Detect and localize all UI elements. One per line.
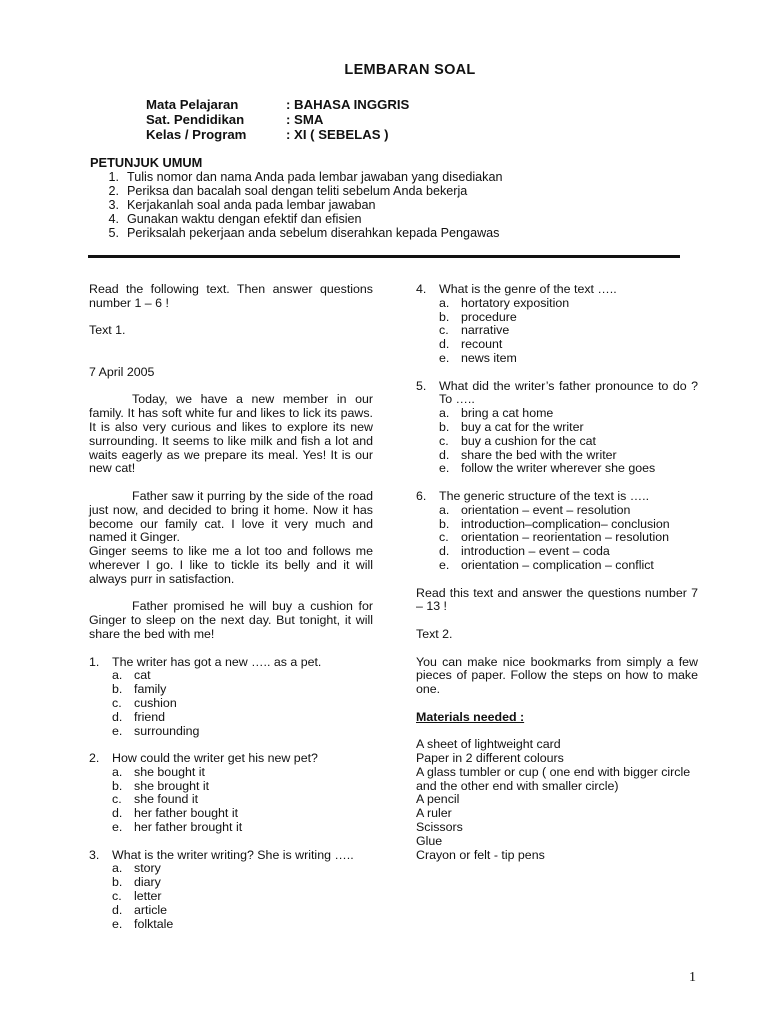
question-list bbox=[89, 656, 373, 946]
meta-value: : XI ( SEBELAS ) bbox=[286, 127, 389, 142]
option-text: buy a cat for the writer bbox=[461, 419, 584, 434]
meta-label: Kelas / Program bbox=[146, 127, 247, 142]
option-letter: b. bbox=[439, 516, 450, 531]
answer-option bbox=[416, 297, 698, 311]
meta-row-subject bbox=[146, 97, 409, 112]
answer-option bbox=[416, 311, 698, 325]
materials-heading: Materials needed : bbox=[416, 709, 525, 724]
page-number: 1 bbox=[689, 970, 696, 985]
option-text: share the bed with the writer bbox=[461, 447, 617, 462]
answer-options bbox=[416, 504, 698, 573]
material-item: Crayon or felt - tip pens bbox=[416, 847, 545, 862]
question-number: 2. bbox=[89, 751, 100, 766]
instructions-list bbox=[90, 170, 690, 240]
meta-row-class bbox=[146, 127, 409, 142]
option-letter: a. bbox=[112, 861, 123, 876]
option-letter: c. bbox=[112, 792, 122, 807]
option-letter: a. bbox=[112, 764, 123, 779]
instruction-text: Gunakan waktu dengan efektif dan efisien bbox=[127, 212, 362, 226]
answer-option bbox=[416, 504, 698, 518]
question-stem bbox=[416, 380, 698, 408]
option-letter: c. bbox=[439, 433, 449, 448]
instruction-item bbox=[90, 184, 690, 198]
material-item: A sheet of lightweight card bbox=[416, 737, 561, 752]
option-text: surrounding bbox=[134, 723, 200, 738]
question bbox=[89, 656, 373, 739]
material-item: Glue bbox=[416, 833, 443, 848]
option-letter: c. bbox=[439, 530, 449, 545]
question-stem bbox=[89, 849, 373, 863]
answer-option bbox=[89, 780, 373, 794]
option-letter: a. bbox=[112, 668, 123, 683]
answer-option bbox=[89, 862, 373, 876]
option-letter: b. bbox=[112, 682, 123, 697]
meta-row-school bbox=[146, 112, 409, 127]
question-text: What is the genre of the text ….. bbox=[439, 282, 617, 296]
option-text: her father brought it bbox=[134, 820, 243, 835]
question-stem bbox=[89, 656, 373, 670]
answer-options bbox=[89, 669, 373, 738]
answer-option bbox=[89, 669, 373, 683]
option-text: cat bbox=[134, 668, 151, 683]
answer-option bbox=[89, 711, 373, 725]
question-number: 6. bbox=[416, 488, 427, 503]
option-text: friend bbox=[134, 709, 165, 724]
question-text: The writer has got a new ….. as a pet. bbox=[112, 654, 322, 669]
diary-date: 7 April 2005 bbox=[89, 364, 155, 379]
option-text: orientation – event – resolution bbox=[461, 502, 631, 517]
paragraph: Today, we have a new member in our family. It has soft white fur and likes to lick its paws. It is also very curious and likes to explore its new surrounding. It seems to like milk and fish a lot and waits eagerly as we prepare its meal. Yes! It is our new cat! bbox=[89, 392, 373, 476]
option-letter: b. bbox=[112, 875, 123, 890]
option-text: hortatory exposition bbox=[461, 295, 570, 310]
question-list bbox=[416, 283, 698, 587]
instruction-text: Periksalah pekerjaan anda sebelum diserahkan kepada Pengawas bbox=[127, 226, 500, 240]
general-instructions bbox=[90, 156, 690, 240]
option-text: orientation – complication – conflict bbox=[461, 557, 654, 572]
option-letter: e. bbox=[439, 557, 450, 572]
instruction-item bbox=[90, 198, 690, 212]
paragraph: Ginger seems to like me a lot too and follows me wherever I go. I like to tickle its belly and it will always purr in satisfaction. bbox=[89, 544, 373, 586]
option-text: letter bbox=[134, 889, 162, 904]
option-text: story bbox=[134, 861, 161, 876]
option-letter: e. bbox=[112, 916, 123, 931]
option-text: family bbox=[134, 682, 167, 697]
question-stem bbox=[416, 283, 698, 297]
instruction-number: 3. bbox=[108, 198, 119, 212]
instruction-text: Kerjakanlah soal anda pada lembar jawaban bbox=[127, 198, 376, 212]
question-text: What is the writer writing? She is writing ….. bbox=[112, 847, 354, 862]
answer-option bbox=[416, 449, 698, 463]
option-text: she bought it bbox=[134, 764, 205, 779]
option-text: she found it bbox=[134, 792, 199, 807]
option-letter: e. bbox=[112, 723, 123, 738]
answer-option bbox=[89, 890, 373, 904]
instruction-item bbox=[90, 170, 690, 184]
paragraph: Father promised he will buy a cushion for Ginger to sleep on the next day. But tonight, it will share the bed with me! bbox=[89, 599, 373, 641]
answer-option bbox=[89, 918, 373, 932]
question-number: 1. bbox=[89, 654, 100, 669]
reading-instruction: Read this text and answer the questions number 7 – 13 ! bbox=[416, 585, 698, 614]
option-letter: b. bbox=[439, 309, 450, 324]
subject-info bbox=[146, 97, 409, 142]
instruction-item bbox=[90, 212, 690, 226]
answer-option bbox=[416, 531, 698, 545]
option-text: orientation – reorientation – resolution bbox=[461, 530, 670, 545]
option-text: bring a cat home bbox=[461, 406, 554, 421]
option-text: procedure bbox=[461, 309, 517, 324]
text-label: Text 2. bbox=[416, 626, 453, 641]
answer-option bbox=[89, 697, 373, 711]
answer-option bbox=[89, 725, 373, 739]
answer-option bbox=[89, 876, 373, 890]
divider bbox=[88, 255, 680, 258]
option-text: she brought it bbox=[134, 778, 210, 793]
question bbox=[416, 283, 698, 366]
option-text: her father bought it bbox=[134, 806, 239, 821]
question-stem bbox=[89, 752, 373, 766]
option-text: news item bbox=[461, 350, 517, 365]
option-letter: c. bbox=[112, 695, 122, 710]
instruction-number: 5. bbox=[108, 226, 119, 240]
question-number: 4. bbox=[416, 282, 427, 296]
material-item: A ruler bbox=[416, 806, 452, 821]
meta-label: Mata Pelajaran bbox=[146, 97, 239, 112]
question-text: The generic structure of the text is ….. bbox=[439, 488, 650, 503]
option-letter: e. bbox=[439, 461, 450, 476]
answer-option bbox=[416, 324, 698, 338]
instruction-number: 2. bbox=[108, 184, 119, 198]
answer-options bbox=[89, 862, 373, 931]
option-text: diary bbox=[134, 875, 161, 890]
question bbox=[416, 380, 698, 477]
material-item: Paper in 2 different colours bbox=[416, 751, 564, 766]
option-text: folktale bbox=[134, 916, 174, 931]
option-text: cushion bbox=[134, 695, 177, 710]
paragraph: Father saw it purring by the side of the road just now, and decided to bring it home. Now it has become our family cat. I love it very much and named it Ginger. bbox=[89, 488, 373, 545]
instructions-heading: PETUNJUK UMUM bbox=[90, 155, 203, 170]
right-column bbox=[416, 283, 698, 862]
option-text: introduction – event – coda bbox=[461, 544, 610, 559]
option-letter: e. bbox=[112, 820, 123, 835]
reading-instruction: Read the following text. Then answer questions number 1 – 6 ! bbox=[89, 282, 373, 310]
answer-option bbox=[416, 352, 698, 366]
option-letter: d. bbox=[439, 447, 450, 462]
left-column bbox=[89, 283, 373, 945]
answer-option bbox=[89, 807, 373, 821]
meta-value: : SMA bbox=[286, 112, 324, 127]
answer-option bbox=[89, 766, 373, 780]
materials-list bbox=[416, 738, 698, 862]
option-text: article bbox=[134, 902, 168, 917]
option-text: recount bbox=[461, 337, 503, 352]
answer-options bbox=[416, 407, 698, 476]
answer-options bbox=[89, 766, 373, 835]
question-number: 5. bbox=[416, 378, 427, 393]
question bbox=[416, 490, 698, 573]
answer-option bbox=[416, 338, 698, 352]
option-letter: c. bbox=[439, 323, 449, 338]
answer-option bbox=[89, 904, 373, 918]
answer-option bbox=[416, 407, 698, 421]
question bbox=[89, 849, 373, 932]
option-letter: d. bbox=[439, 544, 450, 559]
option-letter: c. bbox=[112, 889, 122, 904]
meta-label: Sat. Pendidikan bbox=[146, 112, 245, 127]
option-letter: d. bbox=[112, 806, 123, 821]
answer-options bbox=[416, 297, 698, 366]
answer-option bbox=[416, 435, 698, 449]
option-text: follow the writer wherever she goes bbox=[461, 461, 656, 476]
meta-value: : BAHASA INGGRIS bbox=[286, 97, 410, 112]
answer-option bbox=[89, 683, 373, 697]
question bbox=[89, 752, 373, 835]
option-letter: d. bbox=[112, 709, 123, 724]
answer-option bbox=[416, 559, 698, 573]
instruction-item bbox=[90, 226, 690, 240]
option-letter: d. bbox=[439, 337, 450, 352]
instruction-text: Tulis nomor dan nama Anda pada lembar jawaban yang disediakan bbox=[127, 170, 503, 184]
question-text: What did the writer’s father pronounce to do ? To ….. bbox=[439, 378, 698, 407]
instruction-number: 4. bbox=[108, 212, 119, 226]
answer-option bbox=[416, 421, 698, 435]
instruction-number: 1. bbox=[108, 170, 119, 184]
paragraph: You can make nice bookmarks from simply a few pieces of paper. Follow the steps on how to make one. bbox=[416, 654, 698, 697]
option-letter: a. bbox=[439, 502, 450, 517]
answer-option bbox=[89, 821, 373, 835]
option-text: introduction–complication– conclusion bbox=[461, 516, 670, 531]
material-item: Scissors bbox=[416, 820, 463, 835]
question-stem bbox=[416, 490, 698, 504]
text-label: Text 1. bbox=[89, 323, 126, 338]
option-text: narrative bbox=[461, 323, 510, 338]
instruction-text: Periksa dan bacalah soal dengan teliti sebelum Anda bekerja bbox=[127, 184, 468, 198]
question-number: 3. bbox=[89, 847, 100, 862]
answer-option bbox=[89, 793, 373, 807]
option-letter: b. bbox=[439, 419, 450, 434]
option-letter: b. bbox=[112, 778, 123, 793]
option-letter: a. bbox=[439, 406, 450, 421]
option-letter: e. bbox=[439, 350, 450, 365]
answer-option bbox=[416, 518, 698, 532]
material-item: A pencil bbox=[416, 792, 460, 807]
option-letter: d. bbox=[112, 902, 123, 917]
answer-option bbox=[416, 462, 698, 476]
option-text: buy a cushion for the cat bbox=[461, 433, 597, 448]
answer-option bbox=[416, 545, 698, 559]
page-title: LEMBARAN SOAL bbox=[344, 62, 476, 78]
material-item: A glass tumbler or cup ( one end with bigger circle and the other end with smaller circle) bbox=[416, 764, 691, 793]
option-letter: a. bbox=[439, 295, 450, 310]
question-text: How could the writer get his new pet? bbox=[112, 751, 318, 766]
